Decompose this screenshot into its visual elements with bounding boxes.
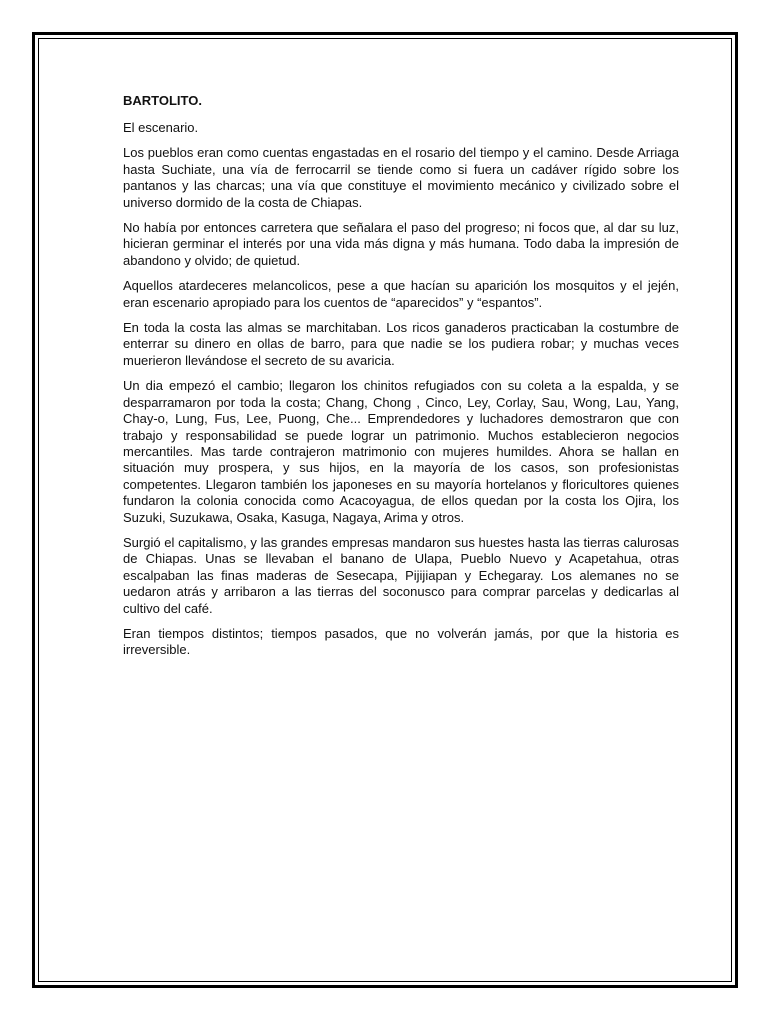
- paragraph: No había por entonces carretera que señalara el paso del progreso; ni focos que, al dar su luz, hicieran germinar el interés por una vida más digna y más humana. Todo daba la impresión de abandono y olvido; de quietud.: [123, 220, 679, 268]
- paragraph: En toda la costa las almas se marchitaban. Los ricos ganaderos practicaban la costumbre de enterrar su dinero en ollas de barro, para que nadie se los pudiera robar; y muchas veces muerieron llevándose el secreto de su avaricia.: [123, 320, 679, 368]
- document-body: [123, 92, 679, 668]
- paragraph: Aquellos atardeceres melancolicos, pese a que hacían su aparición los mosquitos y el jején, eran escenario apropiado para los cuentos de “aparecidos” y “espantos”.: [123, 278, 679, 310]
- paragraph: Surgió el capitalismo, y las grandes empresas mandaron sus huestes hasta las tierras calurosas de Chiapas. Unas se llevaban el banano de Ulapa, Pueblo Nuevo y Acapetahua, otras escalpaban las finas maderas de Sesecapa, Pijijiapan y Echegaray. Los alemanes no se uedaron atrás y arribaron a las tierras del soconusco para comprar parcelas y dedicarlas al cultivo del café.: [123, 534, 679, 616]
- document-title: BARTOLITO.: [123, 93, 202, 108]
- document-subtitle: El escenario.: [123, 120, 199, 135]
- paragraph: Un dia empezó el cambio; llegaron los chinitos refugiados con su coleta a la espalda, y se desparramaron por toda la costa; Chang, Chong , Cinco, Ley, Corlay, Sau, Wong, Lau, Yang, Chay-o, Lung, Fus, Lee, Puong, Che... Emprendedores y luchadores demostraron que con trabajo y responsabilidad se puede lograr un patrimonio. Muchos establecieron negocios mercantiles. Mas tarde contrajeron matrimonio con mujeres humildes. Ahora se hallan en situación muy prospera, y sus hijos, en la mayoría de los casos, son profesionistas competentes. Llegaron también los japoneses en su mayoría hortelanos y floricultores quienes fundaron la colonia conocida como Acacoyagua, de ellos quedan por la costa los Ojira, los Suzuki, Suzukawa, Osaka, Kasuga, Nagaya, Arima y otros.: [123, 378, 679, 525]
- paragraph: Eran tiempos distintos; tiempos pasados, que no volverán jamás, por que la historia es irreversible.: [123, 625, 679, 658]
- paragraph: Los pueblos eran como cuentas engastadas en el rosario del tiempo y el camino. Desde Arriaga hasta Suchiate, una vía de ferrocarril se tiende como si fuera un cadáver rígido sobre los pantanos y las charcas; una vía que constituye el movimiento mecánico y civilizado sobre el universo dormido de la costa de Chiapas.: [123, 145, 679, 210]
